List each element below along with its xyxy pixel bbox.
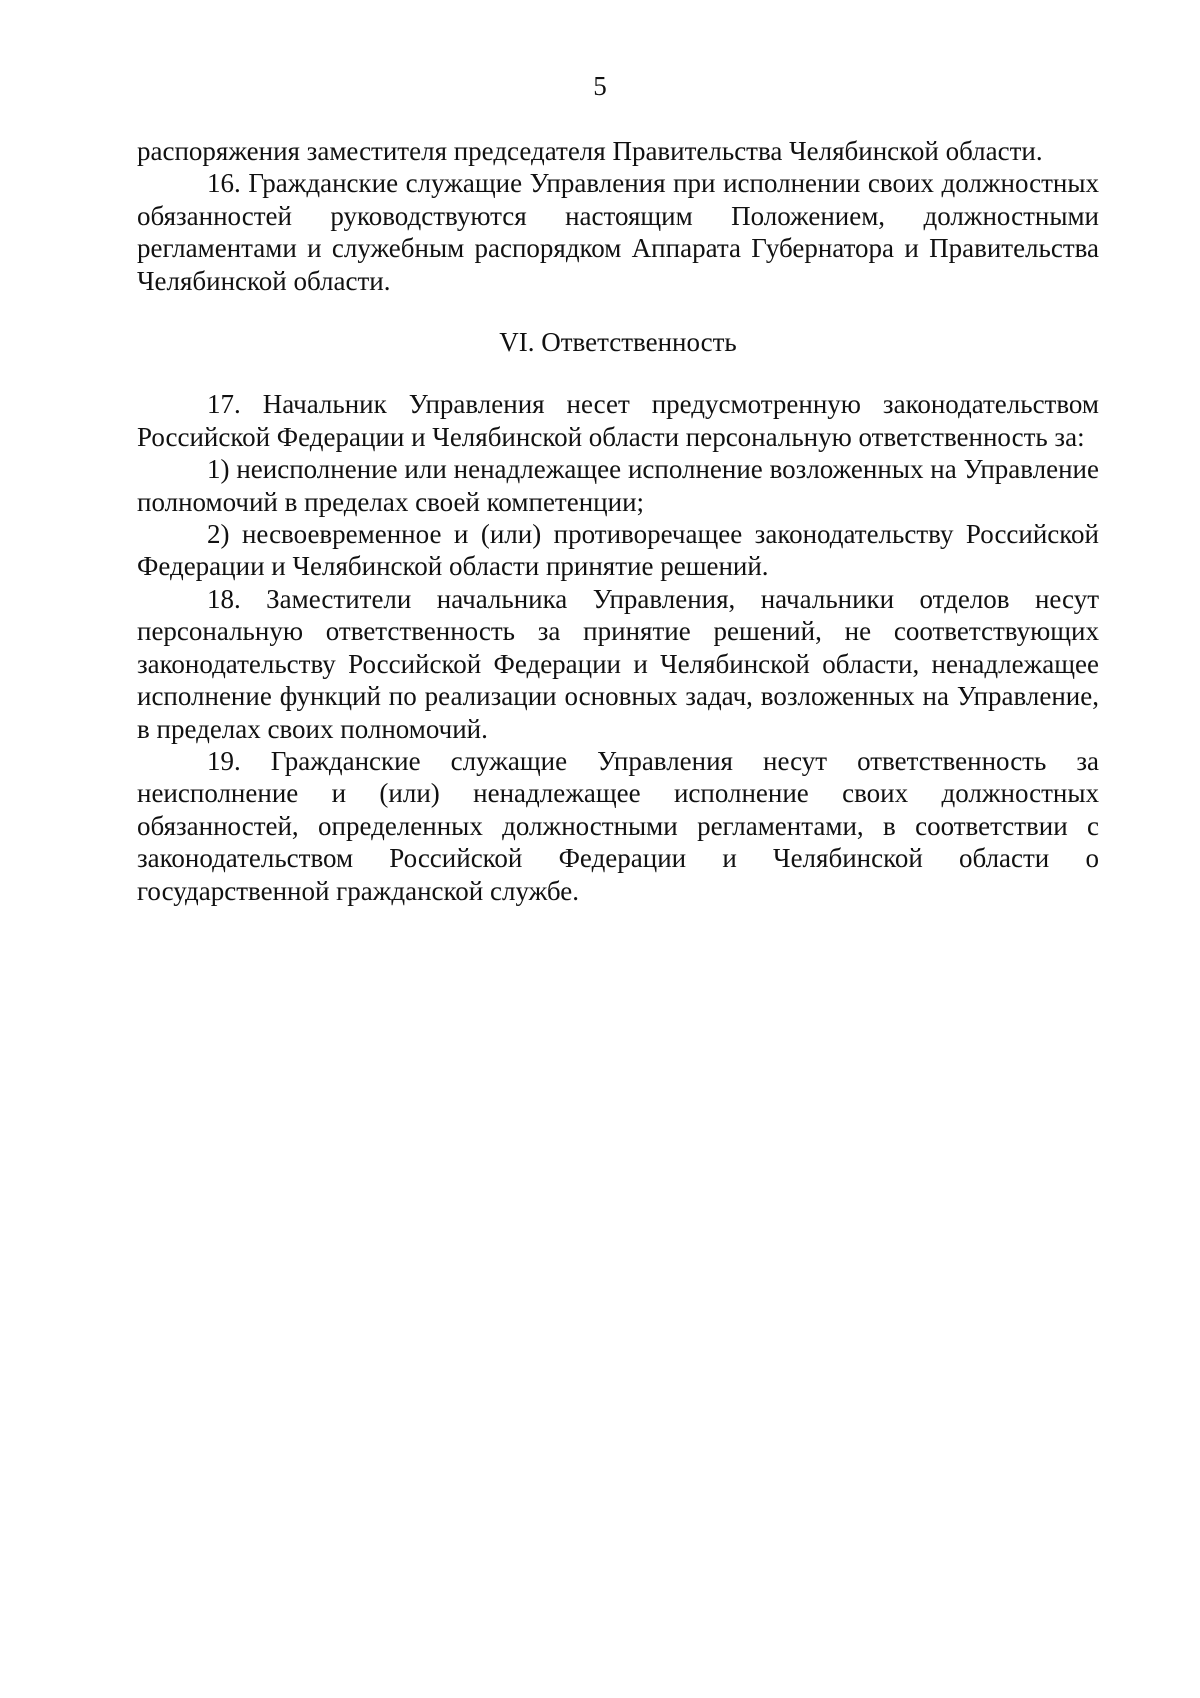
- paragraph-17: 17. Начальник Управления несет предусмотренную законодательством Российской Федерации и Челябинской области персональную ответственность за:: [137, 389, 1099, 452]
- paragraph-continuation: распоряжения заместителя председателя Правительства Челябинской области.: [137, 136, 1043, 166]
- page-number: 5: [593, 71, 607, 101]
- document-body: [137, 135, 1099, 907]
- paragraph-17-item-1: 1) неисполнение или ненадлежащее исполнение возложенных на Управление полномочий в пределах своей компетенции;: [137, 454, 1099, 517]
- paragraph-17-item-2: 2) несвоевременное и (или) противоречащее законодательству Российской Федерации и Челябинской области принятие решений.: [137, 519, 1099, 582]
- paragraph-16: 16. Гражданские служащие Управления при исполнении своих должностных обязанностей руководствуются настоящим Положением, должностными регламентами и служебным распорядком Аппарата Губернатора и Правительства Челябинской области.: [137, 168, 1099, 296]
- section-title: VI. Ответственность: [499, 327, 737, 358]
- paragraph-19: 19. Гражданские служащие Управления несут ответственность за неисполнение и (или) ненадлежащее исполнение своих должностных обязанностей, определенных должностными регламентами, в соответствии с законодательством Российской Федерации и Челябинской области о государственной гражданской службе.: [137, 745, 1099, 906]
- paragraph-18: 18. Заместители начальника Управления, начальники отделов несут персональную ответственность за принятие решений, не соответствующих законодательству Российской Федерации и Челябинской области, ненадлежащее исполнение функций по реализации основных задач, возложенных на Управление, в пределах своих полномочий.: [137, 583, 1099, 744]
